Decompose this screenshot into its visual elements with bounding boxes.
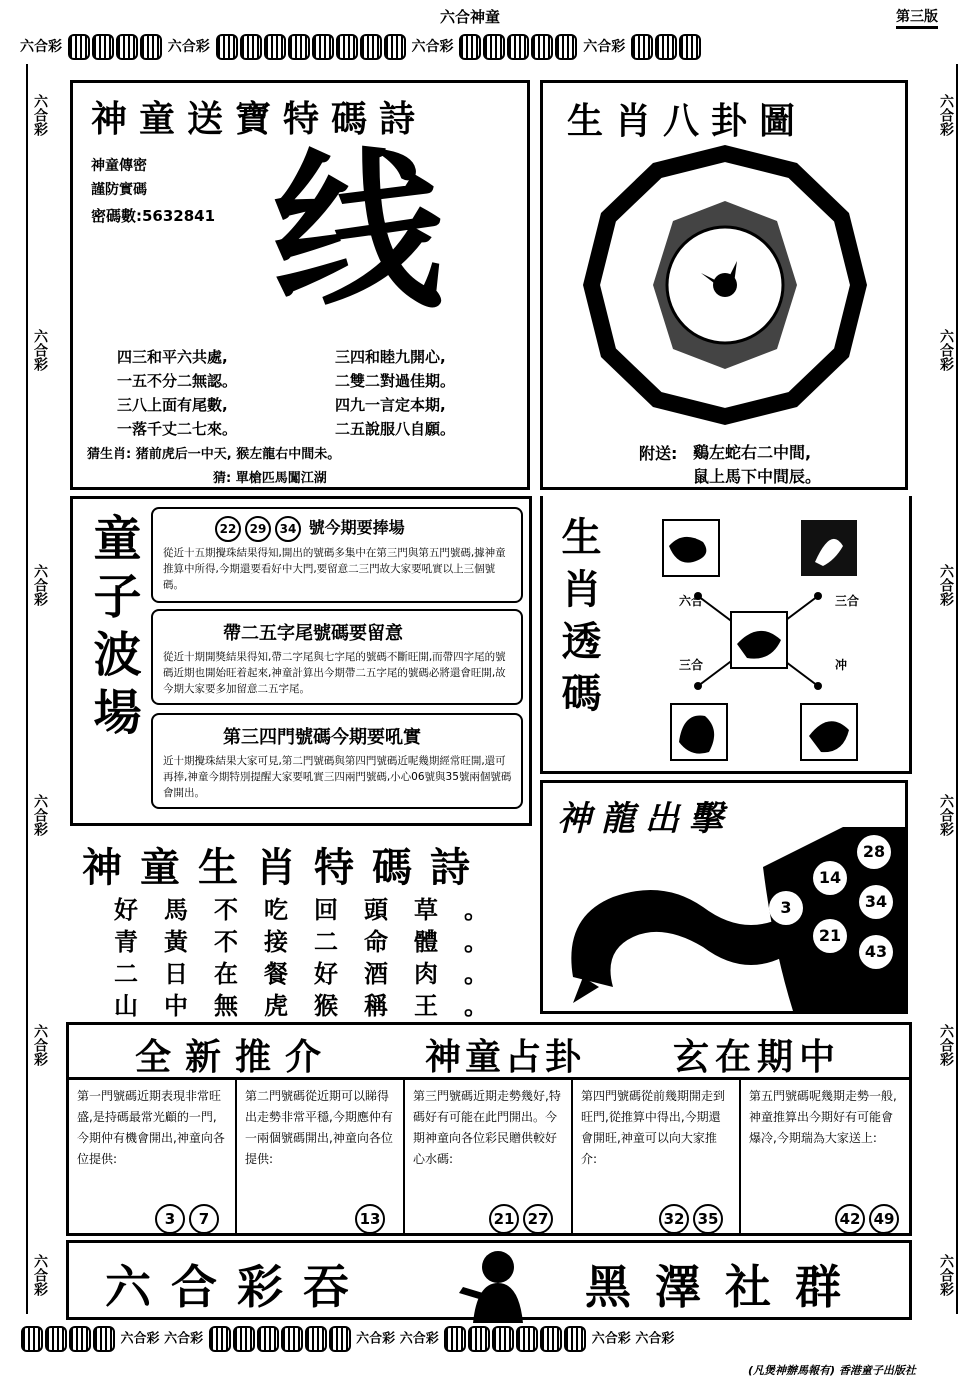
coin-icon bbox=[679, 34, 701, 60]
poem-char: 二 bbox=[114, 960, 138, 988]
dragon-title: 神龍出擊 bbox=[557, 799, 733, 839]
coin-icon bbox=[655, 34, 677, 60]
coin-icon bbox=[21, 1326, 43, 1352]
coin-icon bbox=[93, 1326, 115, 1352]
border-word-vertical: 六合彩 bbox=[938, 94, 954, 136]
kids-area-title: 童子波場 bbox=[85, 513, 141, 745]
coin-icon bbox=[312, 34, 334, 60]
left-border bbox=[26, 64, 50, 1314]
poem-char: 在 bbox=[214, 960, 238, 988]
border-word: 六合彩 bbox=[20, 39, 62, 55]
coin-icon bbox=[240, 34, 262, 60]
poem-char: 命 bbox=[364, 928, 388, 956]
gate-balls bbox=[353, 1204, 387, 1234]
border-word: 六合彩 bbox=[120, 1331, 160, 1347]
poem-line: 一五不分二無認。 bbox=[117, 372, 238, 390]
zodiac-poem-title: 神童生肖特碼詩 bbox=[82, 845, 488, 891]
poem-char: 馬 bbox=[164, 896, 188, 924]
number-ball: 3 bbox=[155, 1204, 185, 1234]
item3-title: 第三四門號碼今期要吼實 bbox=[223, 727, 421, 748]
poem-char: 王 bbox=[414, 992, 438, 1020]
coin-icon bbox=[45, 1326, 67, 1352]
code-line bbox=[91, 205, 215, 226]
item3-text: 近十期攪珠結果大家可見,第二門號碼與第四門號碼近呢幾期經常旺開,還可再捧,神童今期特別提醒大家要吼實三四兩門號碼,小心06號與35號兩個號碼會開出。 bbox=[163, 755, 512, 799]
poem-char: 體 bbox=[414, 928, 438, 956]
bottom-banner-right: 黑澤社群 bbox=[585, 1260, 865, 1314]
border-word: 六合彩 bbox=[356, 1331, 396, 1347]
number-ball: 42 bbox=[835, 1204, 865, 1234]
poem-line: 三八上面有尾數, bbox=[117, 396, 228, 414]
zodiac-network bbox=[643, 516, 873, 766]
kids-item-3 bbox=[151, 713, 523, 809]
poem-char: 酒 bbox=[364, 960, 388, 988]
dragon-number: 3 bbox=[769, 891, 803, 925]
poem-char: 頭 bbox=[364, 896, 388, 924]
coin-icon bbox=[531, 34, 553, 60]
coin-icon bbox=[540, 1326, 562, 1352]
poem-char: 。 bbox=[464, 992, 488, 1020]
item2-text: 從近十期開獎結果得知,帶二字尾與七字尾的號碼不斷旺開,而帶四字尾的號碼近期也開始旺着起來,神童計算出今期帶二五字尾的號碼必將還會旺開,故今期大家要多加留意二五字尾。 bbox=[163, 651, 506, 695]
border-word: 六合彩 bbox=[399, 1331, 439, 1347]
guess-zodiac: 猜生肖: 猪前虎后一中天, 猴左龍右中間未。 bbox=[87, 447, 341, 462]
border-word-vertical: 六合彩 bbox=[32, 94, 48, 136]
coin-icon bbox=[631, 34, 653, 60]
kids-area bbox=[70, 496, 532, 826]
bottom-banner bbox=[66, 1240, 912, 1320]
poem-char: 山 bbox=[114, 992, 138, 1020]
coin-icon bbox=[459, 34, 481, 60]
gate-cell-1 bbox=[69, 1080, 235, 1233]
coin-icon bbox=[209, 1326, 231, 1352]
dragon-number: 14 bbox=[813, 861, 847, 895]
poem-char: 中 bbox=[164, 992, 188, 1020]
child-mascot-icon bbox=[443, 1247, 553, 1323]
bottom-banner-left: 六合彩吞 bbox=[105, 1260, 369, 1314]
right-border bbox=[932, 64, 958, 1314]
coin-icon bbox=[516, 1326, 538, 1352]
gate-balls bbox=[657, 1204, 725, 1234]
border-word-vertical: 六合彩 bbox=[938, 794, 954, 836]
kids-item-2 bbox=[151, 609, 523, 705]
border-word: 六合彩 bbox=[583, 39, 626, 55]
poem-line: 三四和睦九開心, bbox=[335, 348, 446, 366]
number-ball: 27 bbox=[523, 1204, 553, 1234]
zodiac-poem-row bbox=[114, 890, 488, 925]
coin-icon bbox=[288, 34, 310, 60]
secret-line-2: 謹防實碼 bbox=[91, 182, 147, 198]
coin-icon bbox=[92, 34, 114, 60]
bagua-note bbox=[693, 441, 821, 489]
dragon-illustration bbox=[543, 827, 905, 1011]
coin-icon bbox=[329, 1326, 351, 1352]
poem-title: 神童送寶特碼詩 bbox=[91, 99, 428, 140]
coin-icon bbox=[564, 1326, 586, 1352]
bottom-border bbox=[20, 1326, 955, 1352]
number-ball: 35 bbox=[693, 1204, 723, 1234]
number-ball: 49 bbox=[869, 1204, 899, 1234]
footer-credit: (凡煲神辦馬報有) 香港童子出版社 bbox=[748, 1364, 916, 1377]
link-label-liuhe: 六合 bbox=[679, 594, 704, 608]
coin-icon bbox=[264, 34, 286, 60]
border-word-vertical: 六合彩 bbox=[938, 1024, 954, 1066]
number-ball: 22 bbox=[215, 516, 241, 542]
coin-icon bbox=[336, 34, 358, 60]
poem-char: 接 bbox=[264, 928, 288, 956]
poem-left-column bbox=[117, 345, 237, 441]
poem-char: 無 bbox=[214, 992, 238, 1020]
poem-char: 青 bbox=[114, 928, 138, 956]
banner-row bbox=[69, 1025, 909, 1080]
poem-char: 稱 bbox=[364, 992, 388, 1020]
gate-cell-5 bbox=[741, 1080, 909, 1233]
banner-left: 全新推介 bbox=[135, 1037, 336, 1078]
coin-icon bbox=[257, 1326, 279, 1352]
link-label-sanhe-right: 三合 bbox=[835, 594, 860, 608]
bagua-wheel bbox=[577, 141, 873, 429]
coin-icon bbox=[305, 1326, 327, 1352]
poem-char: 好 bbox=[114, 896, 138, 924]
coin-icon bbox=[69, 1326, 91, 1352]
poem-line: 二五說服八自願。 bbox=[335, 420, 456, 438]
zodiac-poem bbox=[70, 836, 532, 1020]
poem-char: 二 bbox=[314, 928, 338, 956]
border-word: 六合彩 bbox=[164, 1331, 204, 1347]
coin-icon bbox=[281, 1326, 303, 1352]
poem-char: 吃 bbox=[264, 896, 288, 924]
gate-cell-3 bbox=[405, 1080, 571, 1233]
bagua-note-line: 鼠上馬下中間辰。 bbox=[693, 467, 822, 486]
border-word-vertical: 六合彩 bbox=[32, 1254, 48, 1296]
coin-icon bbox=[384, 34, 406, 60]
item1-text: 從近十五期攪珠結果得知,開出的號碼多集中在第三門與第五門號碼,據神童推算中所得,今期還要看好中大門,要留意二三門故大家要吼實以上三個號碼。 bbox=[163, 547, 506, 591]
dragon-number: 43 bbox=[859, 935, 893, 969]
top-title: 六合神童 bbox=[440, 8, 501, 26]
border-word-vertical: 六合彩 bbox=[32, 1024, 48, 1066]
poem-char: 不 bbox=[214, 928, 238, 956]
code-value: 5632841 bbox=[142, 207, 216, 225]
bagua-title: 生肖八卦圖 bbox=[567, 101, 808, 142]
border-word-vertical: 六合彩 bbox=[32, 794, 48, 836]
zodiac-reveal-title: 生肖透碼 bbox=[555, 516, 601, 724]
gate-balls bbox=[487, 1204, 555, 1234]
link-label-chong: 冲 bbox=[835, 658, 848, 672]
item2-title: 帶二五字尾號碼要留意 bbox=[223, 623, 403, 644]
poem-char: 虎 bbox=[264, 992, 288, 1020]
kids-item-1 bbox=[151, 507, 523, 603]
gate-text: 第二門號碼從近期可以睇得出走勢非常平穩,今期應仲有一兩個號碼開出,神童向各位提供: bbox=[245, 1089, 393, 1166]
big-character: 线 bbox=[273, 134, 444, 332]
coin-icon bbox=[555, 34, 577, 60]
coin-icon bbox=[468, 1326, 490, 1352]
coin-icon bbox=[483, 34, 505, 60]
dragon-number: 21 bbox=[813, 919, 847, 953]
item1-heading bbox=[213, 515, 405, 542]
border-word-vertical: 六合彩 bbox=[938, 1254, 954, 1296]
poem-right-column bbox=[335, 345, 455, 441]
number-ball: 34 bbox=[275, 516, 301, 542]
poem-char: 回 bbox=[314, 896, 338, 924]
poem-line: 二雙二對過佳期。 bbox=[335, 372, 456, 390]
dragon-number: 28 bbox=[857, 835, 891, 869]
top-border bbox=[20, 34, 955, 60]
link-label-sanhe-left: 三合 bbox=[679, 658, 704, 672]
gate-text: 第三門號碼近期走勢幾好,特碼好有可能在此門開出。今期神童向各位彩民贈供較好心水碼: bbox=[413, 1089, 561, 1166]
gate-text: 第一門號碼近期表現非常旺盛,是持碼最常光顧的一門,今期仲有機會開出,神童向各位提供: bbox=[77, 1089, 225, 1166]
poem-line: 四三和平六共處, bbox=[117, 348, 228, 366]
gate-balls bbox=[153, 1204, 221, 1234]
poem-char: 不 bbox=[214, 896, 238, 924]
border-word: 六合彩 bbox=[167, 39, 210, 55]
dragon-number: 34 bbox=[859, 885, 893, 919]
border-word: 六合彩 bbox=[591, 1331, 631, 1347]
coin-icon bbox=[233, 1326, 255, 1352]
poem-char: 。 bbox=[464, 960, 488, 988]
zodiac-poem-row bbox=[114, 954, 488, 989]
coin-icon bbox=[444, 1326, 466, 1352]
poem-char: 餐 bbox=[264, 960, 288, 988]
corner-tag: 第三版 bbox=[896, 6, 938, 29]
poem-char: 草 bbox=[414, 896, 438, 924]
zodiac-poem-row bbox=[114, 986, 488, 1021]
border-word-vertical: 六合彩 bbox=[938, 329, 954, 371]
coin-icon bbox=[116, 34, 138, 60]
number-ball: 21 bbox=[489, 1204, 519, 1234]
poem-char: 黃 bbox=[164, 928, 188, 956]
poem-char: 。 bbox=[464, 928, 488, 956]
dragon-box bbox=[540, 780, 908, 1014]
poem-char: 。 bbox=[464, 896, 488, 924]
number-ball: 13 bbox=[355, 1204, 385, 1234]
gate-text: 第四門號碼從前幾期開走到旺門,從推算中得出,今期還會開旺,神童可以向大家推介: bbox=[581, 1089, 726, 1166]
gate-cell-4 bbox=[573, 1080, 739, 1233]
coin-icon bbox=[492, 1326, 514, 1352]
border-word-vertical: 六合彩 bbox=[938, 564, 954, 606]
secret-line-1: 神童傳密 bbox=[91, 158, 147, 174]
poem-box bbox=[70, 80, 530, 490]
coin-icon bbox=[140, 34, 162, 60]
border-word-vertical: 六合彩 bbox=[32, 564, 48, 606]
gate-text: 第五門號碼呢幾期走勢一般,神童推算出今期好有可能會爆冷,今期瑞為大家送上: bbox=[749, 1089, 897, 1145]
poem-line: 一落千丈二七來。 bbox=[117, 420, 238, 438]
zodiac-reveal-box bbox=[540, 496, 912, 774]
item1-title: 號今期要捧場 bbox=[308, 518, 405, 537]
bagua-note-label: 附送: bbox=[639, 444, 678, 463]
bagua-note-line: 鷄左蛇右二中間, bbox=[693, 443, 812, 462]
banner-right: 玄在期中 bbox=[673, 1037, 842, 1078]
border-word-vertical: 六合彩 bbox=[32, 329, 48, 371]
border-word: 六合彩 bbox=[411, 39, 454, 55]
gate-cell-2 bbox=[237, 1080, 403, 1233]
gate-balls bbox=[833, 1204, 901, 1234]
poem-char: 猴 bbox=[314, 992, 338, 1020]
poem-char: 日 bbox=[164, 960, 188, 988]
coin-icon bbox=[360, 34, 382, 60]
poem-line: 四九一言定本期, bbox=[335, 396, 446, 414]
poem-char: 好 bbox=[314, 960, 338, 988]
banner-center: 神童占卦 bbox=[425, 1037, 586, 1078]
guess-riddle: 猜: 單槍匹馬闖江湖 bbox=[213, 471, 327, 486]
number-ball: 32 bbox=[659, 1204, 689, 1234]
gates-section bbox=[66, 1022, 912, 1236]
bagua-box bbox=[540, 80, 908, 490]
code-label: 密碼數: bbox=[91, 207, 142, 225]
number-ball: 29 bbox=[245, 516, 271, 542]
coin-icon bbox=[216, 34, 238, 60]
poem-char: 肉 bbox=[414, 960, 438, 988]
number-ball: 7 bbox=[189, 1204, 219, 1234]
coin-icon bbox=[507, 34, 529, 60]
coin-icon bbox=[68, 34, 90, 60]
border-word: 六合彩 bbox=[635, 1331, 675, 1347]
zodiac-poem-row bbox=[114, 922, 488, 957]
